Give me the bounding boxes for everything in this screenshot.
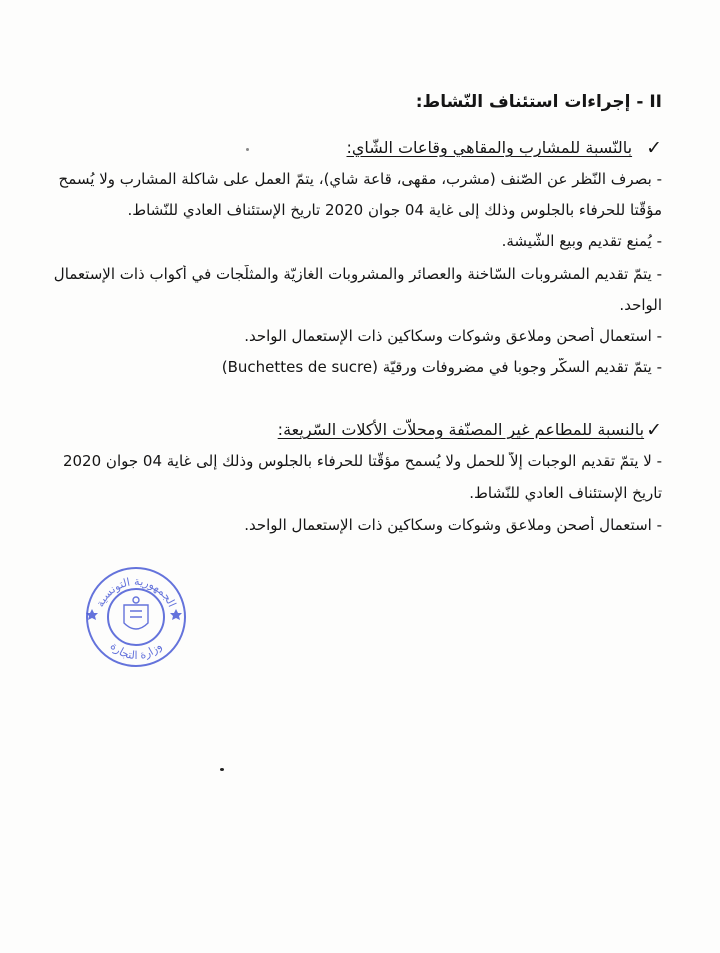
checkmark-icon: ✓	[646, 419, 662, 441]
stamp-bottom-text: وزارة التجارة	[107, 639, 165, 663]
text-line: - يُمنع تقديم وبيع الشّيشة.	[501, 232, 662, 250]
text-line: - استعمال أصحن وملاعق وشوكات وسكاكين ذات الإستعمال الواحد.	[244, 327, 662, 345]
text-line: الواحد.	[619, 296, 662, 314]
subsection-title-cafes	[347, 137, 663, 159]
text-line: - لا يتمّ تقديم الوجبات إلاّ للحمل ولا يُسمح مؤقّتا للحرفاء بالجلوس وذلك إلى غاية 04 جوان 2020	[62, 452, 662, 470]
official-stamp	[84, 565, 188, 669]
ink-speck	[220, 768, 224, 771]
ink-speck	[246, 148, 249, 151]
stamp-star-icon	[170, 609, 182, 620]
text-line	[38, 358, 662, 377]
text-line: مؤقّتا للحرفاء بالجلوس وذلك إلى غاية 04 جوان 2020 تاريخ الإستئناف العادي للنّشاط.	[127, 201, 662, 219]
checkmark-icon: ✓	[646, 137, 662, 159]
stamp-top-text: الجمهورية التونسية	[93, 574, 179, 610]
stamp-emblem-icon	[124, 597, 148, 629]
text-line: - بصرف النّظر عن الصّنف (مشرب، مقهى، قاعة شاي)، يتمّ العمل على شاكلة المشارب ولا يُسمح	[58, 170, 662, 188]
subsection-title-restaurants	[278, 419, 662, 441]
section-heading: II - إجراءات استئناف النّشاط:	[415, 92, 662, 112]
text-line: تاريخ الإستئناف العادي للنّشاط.	[469, 484, 662, 502]
subsection-title-text: بالنسبة للمطاعم غير المصنّفة ومحلاّت الأكلات السّريعة:	[277, 420, 645, 439]
latin-note: (Buchettes de sucre)	[221, 358, 378, 376]
subsection-title-text: بالنّسبة للمشارب والمقاهي وقاعات الشّاي:	[346, 138, 633, 157]
text-line-arabic: - يتمّ تقديم السكّر وجوبا في مضروفات ورقيّة	[382, 358, 662, 376]
text-line: - يتمّ تقديم المشروبات السّاخنة والعصائر والمشروبات الغازيّة والمثلّجات في أكواب ذات الإستعمال	[53, 265, 662, 283]
text-line: - استعمال أصحن وملاعق وشوكات وسكاكين ذات الإستعمال الواحد.	[244, 516, 662, 534]
